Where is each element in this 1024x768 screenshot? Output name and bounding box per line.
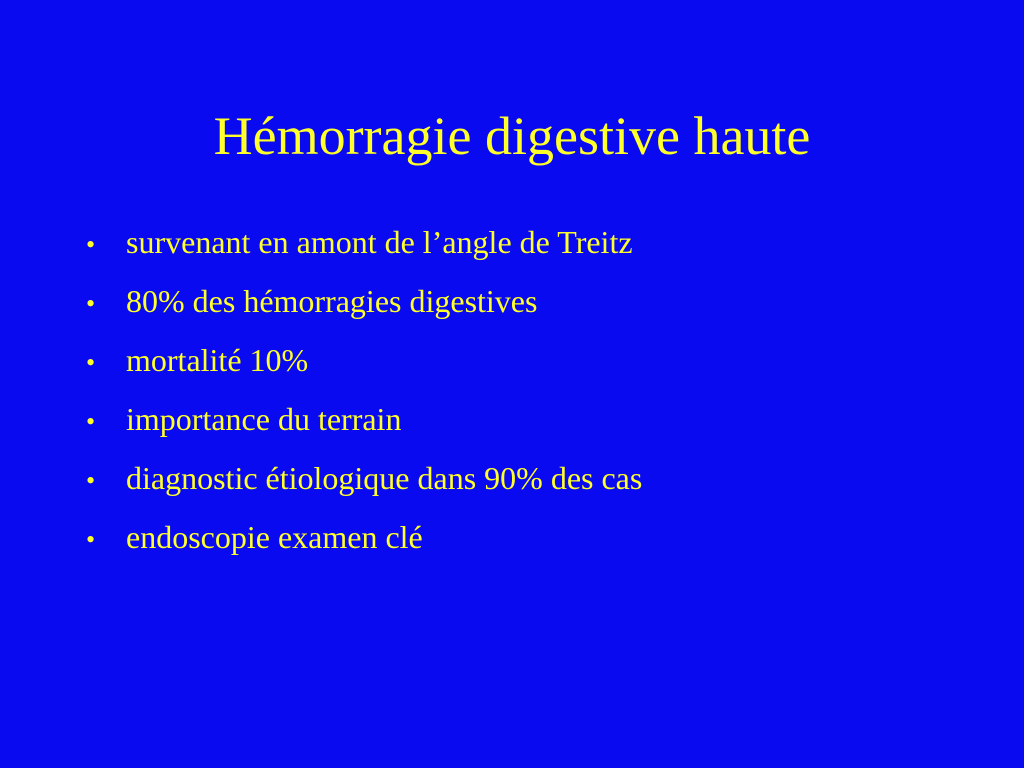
bullet-list [86,214,642,568]
bullet-icon: • [86,230,96,259]
bullet-item [86,391,642,450]
bullet-icon: • [86,348,96,377]
bullet-text: mortalité 10% [126,342,309,378]
bullet-item [86,332,642,391]
bullet-icon: • [86,466,96,495]
bullet-icon: • [86,289,96,318]
bullet-item [86,273,642,332]
slide-title: Hémorragie digestive haute [213,106,811,166]
bullet-item [86,450,642,509]
bullet-text: 80% des hémorragies digestives [126,283,538,319]
bullet-text: diagnostic étiologique dans 90% des cas [126,460,643,496]
bullet-text: survenant en amont de l’angle de Treitz [126,224,633,260]
bullet-item [86,214,642,273]
bullet-icon: • [86,525,96,554]
bullet-icon: • [86,407,96,436]
bullet-text: importance du terrain [126,401,402,437]
bullet-text: endoscopie examen clé [126,519,423,555]
bullet-item [86,509,642,568]
